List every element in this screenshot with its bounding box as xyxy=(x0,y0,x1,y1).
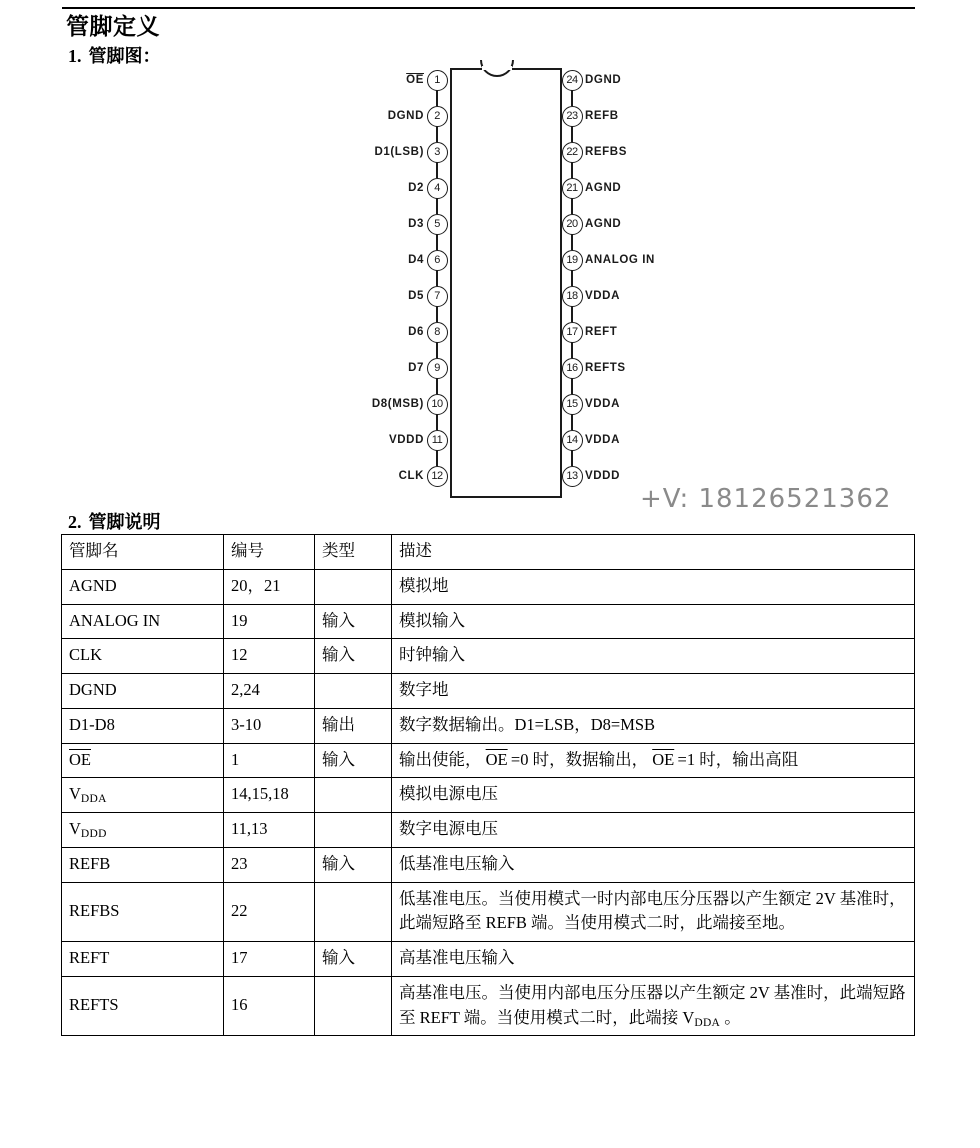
pin-name-text: REFT xyxy=(69,948,110,967)
pin-circle-12: 12 xyxy=(427,466,448,487)
cell-description xyxy=(392,569,915,604)
cell-pin-name xyxy=(62,942,224,977)
cell-pin-name xyxy=(62,708,224,743)
pin-label-d5: D5 xyxy=(408,289,424,302)
cell-description xyxy=(392,674,915,709)
cell-pin-name xyxy=(62,674,224,709)
pin-label-refbs: REFBS xyxy=(585,145,627,158)
cell-description xyxy=(392,813,915,848)
section-heading-pin-diagram xyxy=(68,42,161,68)
cell-pin-name xyxy=(62,882,224,942)
pin-label-d4: D4 xyxy=(408,253,424,266)
description-text: 数字数据输出。D1=LSB，D8=MSB xyxy=(399,714,656,734)
pin-label-agnd: AGND xyxy=(585,181,622,194)
description-text: 模拟输入 xyxy=(399,610,465,630)
pin-circle-14: 14 xyxy=(562,430,583,451)
pin-lead-line xyxy=(571,162,573,178)
page-title: 管脚定义 xyxy=(66,14,160,39)
pin-circle-19: 19 xyxy=(562,250,583,271)
pin-circle-21: 21 xyxy=(562,178,583,199)
pin-circle-8: 8 xyxy=(427,322,448,343)
pin-label-d2: D2 xyxy=(408,181,424,194)
cell-pin-number: 20，21 xyxy=(224,569,315,604)
cell-pin-number: 14,15,18 xyxy=(224,778,315,813)
pin-lead-line xyxy=(436,270,438,286)
pin-label-dgnd: DGND xyxy=(387,109,424,122)
cell-pin-type xyxy=(315,882,392,942)
pin-circle-10: 10 xyxy=(427,394,448,415)
pin-circle-16: 16 xyxy=(562,358,583,379)
pin-lead-line xyxy=(436,306,438,322)
pin-lead-line xyxy=(571,342,573,358)
section-label: 管脚图： xyxy=(88,46,161,66)
pin-label-agnd: AGND xyxy=(585,217,622,230)
section-label: 管脚说明 xyxy=(88,512,161,532)
pin-lead-line xyxy=(436,90,438,106)
pin-lead-line xyxy=(571,126,573,142)
pin-name-text: VDDA xyxy=(69,784,107,806)
pin-circle-20: 20 xyxy=(562,214,583,235)
pin-lead-line xyxy=(571,306,573,322)
cell-description xyxy=(392,604,915,639)
pin-name-text: REFTS xyxy=(69,995,119,1015)
section-number: 1. xyxy=(68,46,82,66)
pin-label-reft: REFT xyxy=(585,325,618,338)
pin-circle-11: 11 xyxy=(427,430,448,451)
table-row xyxy=(62,604,915,639)
pin-circle-24: 24 xyxy=(562,70,583,91)
cell-pin-number: 3-10 xyxy=(224,708,315,743)
pin-circle-22: 22 xyxy=(562,142,583,163)
cell-pin-name xyxy=(62,569,224,604)
pin-lead-line xyxy=(436,450,438,466)
table-row xyxy=(62,743,915,778)
pin-lead-line xyxy=(436,162,438,178)
cell-description xyxy=(392,976,915,1036)
pin-circle-3: 3 xyxy=(427,142,448,163)
pin-lead-line xyxy=(436,414,438,430)
cell-pin-type: 输入 xyxy=(315,743,392,778)
description-text: 高基准电压。当使用内部电压分压器以产生额定 2V 基准时，此端短路至 REFT 端。当使用模式二时，此端接 VDDA 。 xyxy=(399,982,906,1029)
pin-description-table xyxy=(61,534,915,1036)
pin-lead-line xyxy=(571,450,573,466)
cell-pin-type xyxy=(315,569,392,604)
pin-label-oe: $\overline{OE}$ xyxy=(406,73,424,86)
pin-lead-line xyxy=(571,90,573,106)
pin-label-refts: REFTS xyxy=(585,361,626,374)
pin-lead-line xyxy=(571,414,573,430)
chip-body-outline xyxy=(450,68,562,498)
cell-pin-name xyxy=(62,639,224,674)
pin-label-vddd: VDDD xyxy=(389,433,424,446)
pin-lead-line xyxy=(571,234,573,250)
description-text: 时钟输入 xyxy=(399,645,465,665)
cell-pin-type xyxy=(315,778,392,813)
page-top-rule xyxy=(62,7,915,9)
cell-pin-name xyxy=(62,778,224,813)
pin-circle-23: 23 xyxy=(562,106,583,127)
pin-name-text: DGND xyxy=(69,680,117,699)
pin-lead-line xyxy=(436,126,438,142)
cell-pin-number: 16 xyxy=(224,976,315,1036)
pin-label-d7: D7 xyxy=(408,361,424,374)
table-row xyxy=(62,674,915,709)
pin-label-d3: D3 xyxy=(408,217,424,230)
pin-circle-9: 9 xyxy=(427,358,448,379)
pin-label-vddd: VDDD xyxy=(585,469,620,482)
column-header-1: 编号 xyxy=(224,535,315,570)
pin-circle-15: 15 xyxy=(562,394,583,415)
cell-pin-number: 12 xyxy=(224,639,315,674)
pin-label-analogin: ANALOG IN xyxy=(585,253,655,266)
cell-pin-number: 2,24 xyxy=(224,674,315,709)
pin-name-text: VDDD xyxy=(69,819,107,840)
description-text: 模拟电源电压 xyxy=(399,784,498,804)
pin-label-vdda: VDDA xyxy=(585,289,620,302)
table-row xyxy=(62,813,915,848)
pin-circle-13: 13 xyxy=(562,466,583,487)
cell-description xyxy=(392,882,915,942)
description-text: 高基准电压输入 xyxy=(399,948,515,967)
cell-description xyxy=(392,778,915,813)
cell-pin-number: 19 xyxy=(224,604,315,639)
table-header-row xyxy=(62,535,915,570)
cell-description xyxy=(392,743,915,778)
description-text: 输出使能， $\overline{OE} =0$ 时，数据输出， $\overline{OE} =1$ 时，输出高阻 xyxy=(399,749,799,769)
pin-circle-17: 17 xyxy=(562,322,583,343)
cell-pin-type: 输入 xyxy=(315,639,392,674)
chip-notch-mask xyxy=(482,66,512,70)
description-text: 低基准电压输入 xyxy=(399,853,515,873)
cell-pin-number: 23 xyxy=(224,847,315,882)
pin-name-text: ANALOG IN xyxy=(69,610,161,630)
cell-pin-type: 输入 xyxy=(315,942,392,977)
table-row xyxy=(62,882,915,942)
pin-label-clk: CLK xyxy=(398,469,424,482)
cell-pin-type: 输出 xyxy=(315,708,392,743)
table-row xyxy=(62,847,915,882)
pin-lead-line xyxy=(571,270,573,286)
pin-lead-line xyxy=(571,198,573,214)
pin-diagram xyxy=(330,58,660,508)
cell-description xyxy=(392,847,915,882)
cell-description xyxy=(392,942,915,977)
pin-name-text: AGND xyxy=(69,575,117,595)
column-header-3: 描述 xyxy=(392,535,915,570)
pin-label-vdda: VDDA xyxy=(585,397,620,410)
cell-pin-number: 17 xyxy=(224,942,315,977)
pin-circle-1: 1 xyxy=(427,70,448,91)
cell-pin-name xyxy=(62,743,224,778)
pin-label-d8msb: D8(MSB) xyxy=(371,397,424,410)
pin-lead-line xyxy=(571,378,573,394)
pin-label-vdda: VDDA xyxy=(585,433,620,446)
table-row xyxy=(62,569,915,604)
pin-circle-5: 5 xyxy=(427,214,448,235)
table-row xyxy=(62,778,915,813)
column-header-2: 类型 xyxy=(315,535,392,570)
cell-pin-type: 输入 xyxy=(315,847,392,882)
section-number: 2. xyxy=(68,512,82,532)
pin-name-text: REFBS xyxy=(69,900,120,920)
table-row xyxy=(62,708,915,743)
description-text: 模拟地 xyxy=(399,575,449,595)
pin-circle-4: 4 xyxy=(427,178,448,199)
pin-name-text: REFB xyxy=(69,853,111,873)
pin-lead-line xyxy=(436,234,438,250)
pin-name-text: CLK xyxy=(69,645,102,665)
cell-pin-type xyxy=(315,976,392,1036)
pin-lead-line xyxy=(436,198,438,214)
cell-pin-type xyxy=(315,674,392,709)
cell-pin-number: 11,13 xyxy=(224,813,315,848)
cell-pin-name xyxy=(62,604,224,639)
cell-description xyxy=(392,639,915,674)
cell-pin-name xyxy=(62,813,224,848)
pin-circle-18: 18 xyxy=(562,286,583,307)
pin-circle-7: 7 xyxy=(427,286,448,307)
description-text: 数字地 xyxy=(399,680,449,699)
table-row xyxy=(62,639,915,674)
pin-circle-2: 2 xyxy=(427,106,448,127)
pin-lead-line xyxy=(436,378,438,394)
description-text: 数字电源电压 xyxy=(399,819,498,838)
column-header-0: 管脚名 xyxy=(62,535,224,570)
table-row xyxy=(62,976,915,1036)
cell-pin-name xyxy=(62,976,224,1036)
pin-label-refb: REFB xyxy=(585,109,619,122)
cell-pin-name xyxy=(62,847,224,882)
cell-pin-type: 输入 xyxy=(315,604,392,639)
cell-pin-number: 22 xyxy=(224,882,315,942)
pin-name-text: D1-D8 xyxy=(69,714,115,734)
pin-lead-line xyxy=(436,342,438,358)
section-heading-pin-description xyxy=(68,508,161,534)
cell-pin-type xyxy=(315,813,392,848)
pin-name-text: $\overline{OE}$ xyxy=(69,749,91,769)
cell-description xyxy=(392,708,915,743)
pin-label-d1lsb: D1(LSB) xyxy=(374,145,424,158)
pin-circle-6: 6 xyxy=(427,250,448,271)
description-text: 低基准电压。当使用模式一时内部电压分压器以产生额定 2V 基准时，此端短路至 REFB 端。当使用模式二时，此端接至地。 xyxy=(399,888,906,933)
pin-label-d6: D6 xyxy=(408,325,424,338)
pin-label-dgnd: DGND xyxy=(585,73,622,86)
table-row xyxy=(62,942,915,977)
cell-pin-number: 1 xyxy=(224,743,315,778)
watermark-text: +V: 18126521362 xyxy=(640,484,892,514)
